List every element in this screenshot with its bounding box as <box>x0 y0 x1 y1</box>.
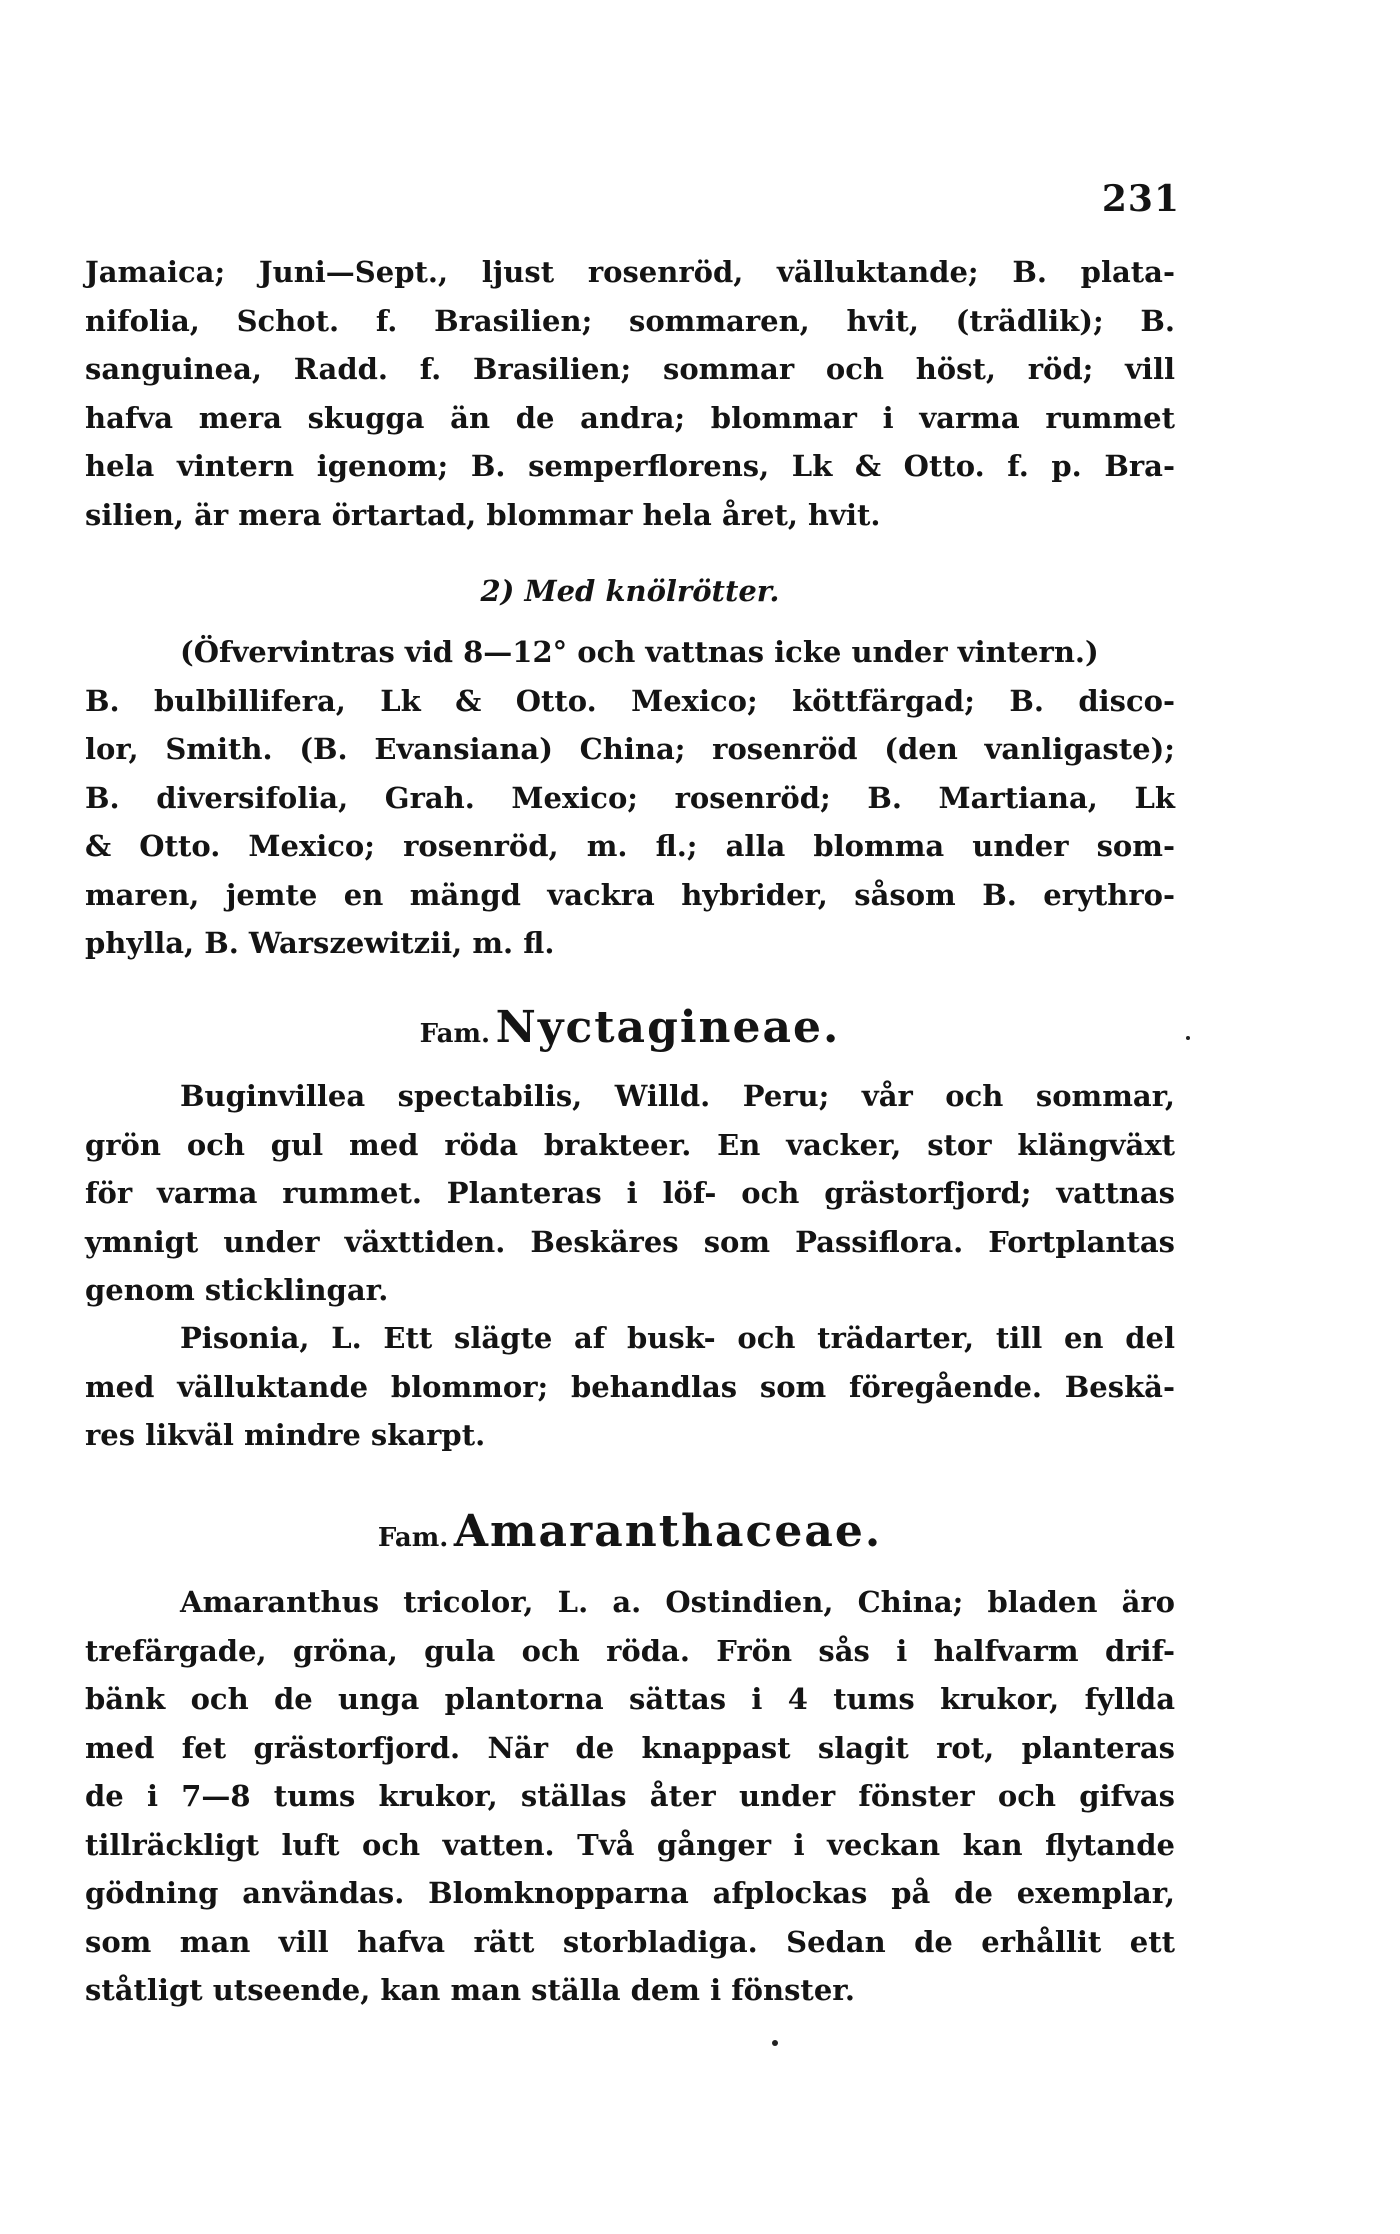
text-line: bänk och de unga plantorna sättas i 4 tums krukor, fyllda <box>85 1682 1175 1716</box>
paragraph-begonia-continued <box>85 248 1175 539</box>
family-heading-amaranthaceae <box>85 1506 1175 1557</box>
text-line: B. diversifolia, Grah. Mexico; rosenröd; B. Martiana, Lk <box>85 780 1175 815</box>
text-line: de i 7—8 tums krukor, ställas åter under fönster och gifvas <box>85 1779 1175 1813</box>
text-line: phylla, B. Warszewitzii, m. fl. <box>85 926 555 960</box>
family-name: Nyctagineae. <box>495 1002 841 1053</box>
paragraph-tuberous-begonias <box>85 628 1175 968</box>
text-line: & Otto. Mexico; rosenröd, m. fl.; alla blomma under som- <box>85 829 1175 863</box>
family-label: Fam. <box>419 1019 491 1049</box>
text-line: B. bulbillifera, Lk & Otto. Mexico; köttfärgad; B. disco- <box>85 683 1175 718</box>
text-line: lor, Smith. (B. Evansiana) China; rosenröd (den vanligaste); <box>85 732 1175 766</box>
text-line: hela vintern igenom; B. semperflorens, Lk & Otto. f. p. Bra- <box>85 449 1175 483</box>
text-line: sanguinea, Radd. f. Brasilien; sommar och höst, röd; vill <box>85 352 1175 386</box>
text-line: ståtligt utseende, kan man ställa dem i fönster. <box>85 1973 855 2007</box>
subsection-heading-text: 2) Med knölrötter. <box>480 574 780 608</box>
subsection-heading <box>85 574 1175 608</box>
text-line: (Öfvervintras vid 8—12° och vattnas icke under vintern.) <box>180 635 1099 669</box>
text-line: nifolia, Schot. f. Brasilien; sommaren, hvit, (trädlik); B. <box>85 303 1175 338</box>
paragraph-buginvillea <box>85 1072 1175 1315</box>
text-line: hafva mera skugga än de andra; blommar i varma rummet <box>85 400 1175 435</box>
text-line: för varma rummet. Planteras i löf- och grästorfjord; vattnas <box>85 1176 1175 1210</box>
text-line: med fet grästorfjord. När de knappast slagit rot, planteras <box>85 1730 1175 1765</box>
text-line: genom sticklingar. <box>85 1273 389 1307</box>
text-line: trefärgade, gröna, gula och röda. Frön sås i halfvarm drif- <box>85 1633 1175 1668</box>
text-line: grön och gul med röda brakteer. En vacker, stor klängväxt <box>85 1127 1175 1162</box>
paragraph-amaranthus <box>85 1578 1175 2015</box>
text-line: Jamaica; Juni—Sept., ljust rosenröd, välluktande; B. plata- <box>85 255 1175 289</box>
text-line: tillräckligt luft och vatten. Två gånger i veckan kan flytande <box>85 1827 1175 1862</box>
text-line: maren, jemte en mängd vackra hybrider, såsom B. erythro- <box>85 877 1175 912</box>
print-speck <box>772 2040 778 2046</box>
family-label: Fam. <box>377 1523 449 1553</box>
text-line: silien, är mera örtartad, blommar hela året, hvit. <box>85 497 881 532</box>
page-number: 231 <box>1101 178 1180 220</box>
text-line: Amaranthus tricolor, L. a. Ostindien, China; bladen äro <box>180 1585 1175 1619</box>
text-line: som man vill hafva rätt storbladiga. Sedan de erhållit ett <box>85 1924 1175 1959</box>
text-line: Buginvillea spectabilis, Willd. Peru; vår och sommar, <box>180 1079 1175 1113</box>
text-line: med välluktande blommor; behandlas som föregående. Beskä- <box>85 1369 1175 1404</box>
text-line: res likväl mindre skarpt. <box>85 1418 486 1452</box>
text-line: ymnigt under växttiden. Beskäres som Passiflora. Fortplantas <box>85 1224 1175 1259</box>
paragraph-pisonia <box>85 1314 1175 1460</box>
family-heading-nyctagineae <box>85 1002 1175 1053</box>
text-line: Pisonia, L. Ett slägte af busk- och trädarter, till en del <box>180 1321 1175 1355</box>
family-name: Amaranthaceae. <box>453 1506 883 1557</box>
print-speck <box>1186 1036 1190 1040</box>
text-line: gödning användas. Blomknopparna afplockas på de exemplar, <box>85 1876 1175 1910</box>
